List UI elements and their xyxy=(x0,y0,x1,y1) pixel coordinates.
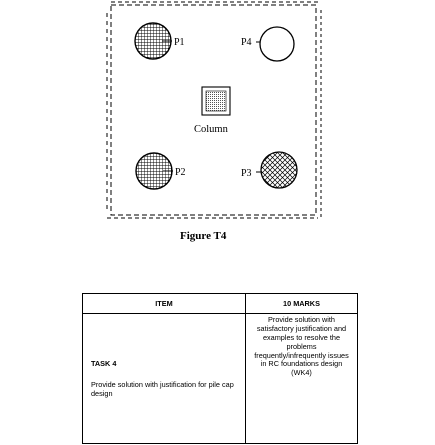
marks-description: Provide solution with satisfactory justification and examples to resolve the problems frequently/infrequently issues in RC foundations design (WK4) xyxy=(254,315,349,378)
pile-p2 xyxy=(136,153,186,189)
pile-p3-label: P3 xyxy=(241,168,252,179)
marks-table xyxy=(82,293,358,444)
task-description: Provide solution with justification for pile cap design xyxy=(91,380,234,398)
pile-p2-label: P2 xyxy=(175,167,186,178)
pile-p1 xyxy=(135,23,185,59)
task-title: TASK 4 xyxy=(91,359,117,368)
pile-p3 xyxy=(241,152,297,188)
item-header: ITEM xyxy=(83,294,246,314)
table-row xyxy=(83,314,358,444)
table-header-row xyxy=(83,294,358,314)
figure-caption: Figure T4 xyxy=(180,230,227,242)
pile-p4-label: P4 xyxy=(241,37,252,48)
column-label: Column xyxy=(194,124,228,135)
pile-p4 xyxy=(241,27,294,61)
column xyxy=(194,87,230,135)
pile-p1-label: P1 xyxy=(174,37,185,48)
marks-header: 10 MARKS xyxy=(246,294,358,314)
marks-cell xyxy=(246,314,358,444)
item-cell xyxy=(83,314,246,444)
